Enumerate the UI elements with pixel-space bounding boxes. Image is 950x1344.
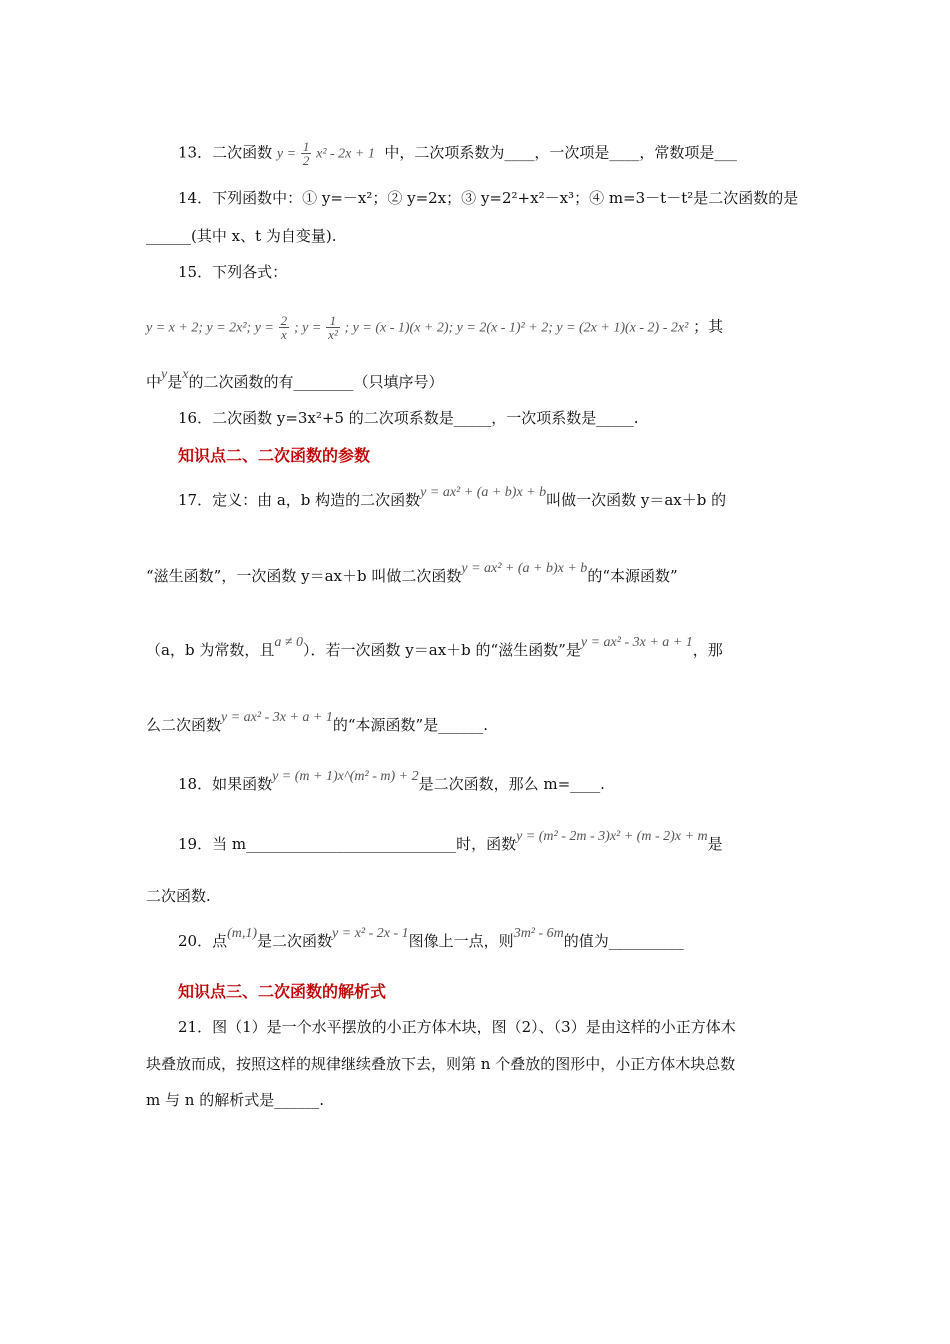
- q13-frac-num: 1: [302, 139, 310, 154]
- question-16: 16．二次函数 y=3x²+5 的二次项系数是_____，一次项系数是_____.: [178, 409, 639, 427]
- q18-b: 是二次函数，那么 m=____.: [418, 775, 605, 793]
- question-14-line1: 14．下列函数中：① y=－x²；② y=2x；③ y=2²+x²－x³；④ m=3－t－t²是二次函数的是: [178, 189, 799, 207]
- q15-formula-part2: ; y =: [293, 320, 322, 336]
- q17-l3-eq: a ≠ 0: [274, 635, 304, 650]
- q17-l3-a: （a，b 为常数，且: [146, 641, 275, 659]
- q15-fraction2: [326, 314, 340, 341]
- q15-frac1-den: x: [281, 327, 287, 342]
- question-17-line2: [146, 561, 678, 588]
- q17-l1-a: 17．定义：由 a，b 构造的二次函数: [178, 491, 421, 509]
- q20-b: 是二次函数: [257, 932, 333, 950]
- question-15-line3: [146, 367, 444, 394]
- q15-formula-part1: y = x + 2; y = 2x²; y =: [146, 320, 274, 336]
- q13-eq-lhs: y =: [276, 146, 297, 162]
- q13-frac-den: 2: [302, 153, 310, 168]
- q17-l1-b: 叫做一次函数 y＝ax＋b 的: [546, 491, 727, 509]
- q17-l2-b: 的“本源函数”: [587, 567, 678, 585]
- q20-c: 图像上一点，则: [408, 932, 514, 950]
- question-20: [178, 926, 684, 953]
- q19-b: 是: [707, 835, 723, 853]
- question-21-line1: 21．图（1）是一个水平摆放的小正方体木块，图（2）、（3）是由这样的小正方体木: [178, 1018, 736, 1036]
- q17-l3-b: ）．若一次函数 y＝ax＋b 的“滋生函数”是: [303, 641, 581, 659]
- q20-eq2: 3m² - 6m: [513, 926, 564, 941]
- q13-fraction: [301, 140, 312, 167]
- q17-l3-eq2: y = ax² - 3x + a + 1: [580, 635, 693, 650]
- question-17-line4: [146, 710, 488, 737]
- q19-eq: y = (m² - 2m - 3)x² + (m - 2)x + m: [516, 829, 708, 844]
- question-17-line3: [146, 635, 723, 662]
- q17-l2-eq: y = ax² + (a + b)x + b: [461, 561, 588, 576]
- question-13: [178, 140, 737, 167]
- q13-eq-rhs: x² - 2x + 1: [316, 146, 375, 162]
- question-15-line1: 15．下列各式：: [178, 263, 288, 281]
- section-heading-3: 知识点三、二次函数的解析式: [178, 982, 387, 1001]
- question-17-line1: [178, 485, 727, 512]
- q19-a: 19．当 m____________________________时，函数: [178, 835, 517, 853]
- q17-l4-eq: y = ax² - 3x + a + 1: [221, 710, 333, 725]
- q20-d: 的值为__________: [563, 932, 684, 950]
- q15-l3-c: 的二次函数的有________（只填序号）: [188, 373, 444, 391]
- section-heading-2: 知识点二、二次函数的参数: [178, 446, 371, 465]
- q15-frac2-den: x²: [328, 327, 338, 342]
- q15-frac2-num: 1: [326, 314, 340, 328]
- q15-frac1-num: 2: [280, 313, 288, 328]
- q15-tail: ；其: [693, 317, 724, 336]
- question-18: [178, 769, 605, 796]
- q15-l3-x: x: [182, 367, 189, 382]
- q20-point: (m,1): [227, 926, 258, 941]
- question-21-line3: m 与 n 的解析式是______.: [146, 1091, 324, 1109]
- q17-l2-a: “滋生函数”，一次函数 y＝ax＋b 叫做二次函数: [146, 567, 462, 585]
- q15-l3-y: y: [161, 367, 168, 382]
- question-21-line2: 块叠放而成，按照这样的规律继续叠放下去，则第 n 个叠放的图形中，小正方体木块总数: [146, 1055, 736, 1073]
- q20-eq: y = x² - 2x - 1: [332, 926, 409, 941]
- q15-l3-a: 中: [146, 373, 162, 391]
- q17-l4-a: 么二次函数: [146, 716, 222, 734]
- q17-l1-eq: y = ax² + (a + b)x + b: [420, 485, 547, 500]
- q17-l3-c: ，那: [692, 641, 723, 659]
- q20-a: 20．点: [178, 932, 228, 950]
- q17-l4-b: 的“本源函数”是______.: [332, 716, 488, 734]
- q18-eq: y = (m + 1)x^(m² - m) + 2: [272, 769, 419, 784]
- q13-text: 中，二次项系数为____，一次项是____，常数项是___: [384, 143, 737, 162]
- question-14-line2: ______(其中 x、t 为自变量).: [146, 227, 337, 245]
- question-15-formulas: [146, 314, 723, 341]
- question-19-line1: [178, 829, 723, 856]
- question-19-line2: 二次函数.: [146, 887, 211, 905]
- q15-formula-part3: ; y = (x - 1)(x + 2); y = 2(x - 1)² + 2; y = (2x + 1)(x - 2) - 2x²: [344, 320, 689, 336]
- q13-number: 13．二次函数: [178, 143, 273, 162]
- q18-a: 18．如果函数: [178, 775, 273, 793]
- q15-fraction1: [279, 314, 290, 341]
- q15-l3-b: 是: [167, 373, 183, 391]
